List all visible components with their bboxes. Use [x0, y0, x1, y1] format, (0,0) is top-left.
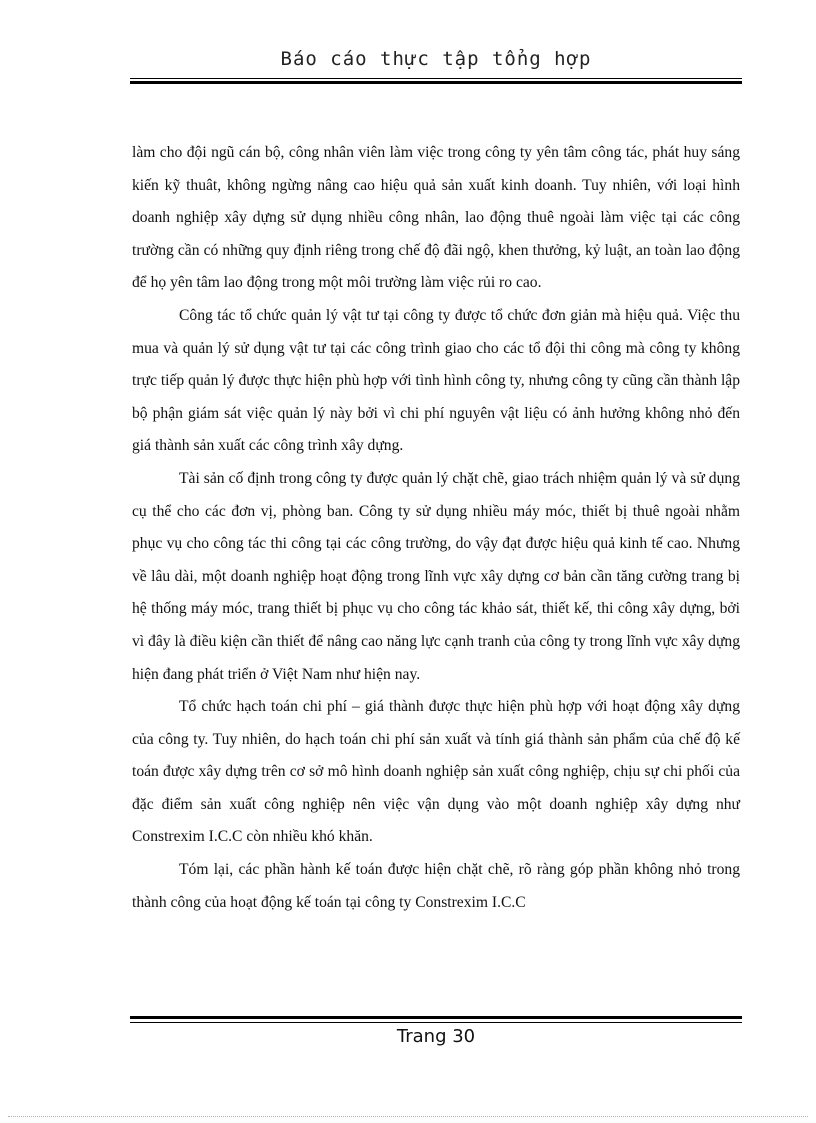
- paragraph-fixed-assets: Tài sản cố định trong công ty được quản lý chặt chẽ, giao trách nhiệm quản lý và sử dụng cụ thể cho các đơn vị, phòng ban. Công ty sử dụng nhiều máy móc, thiết bị thuê ngoài nhằm phục vụ cho công tác thi công tại các công trường, do vậy đạt được hiệu quả kinh tế cao. Nhưng về lâu dài, một doanh nghiệp hoạt động trong lĩnh vực xây dựng cơ bản cần tăng cường trang bị hệ thống máy móc, trang thiết bị phục vụ cho công tác khảo sát, thiết kế, thi công xây dựng, bởi vì đây là điều kiện cần thiết để nâng cao năng lực cạnh tranh của công ty trong lĩnh vực xây dựng hiện đang phát triển ở Việt Nam như hiện nay.: [132, 469, 740, 683]
- paragraph-summary: Tóm lại, các phần hành kế toán được hiện chặt chẽ, rõ ràng góp phần không nhỏ trong thành công của hoạt động kế toán tại công ty Constrexim I.C.C: [132, 861, 740, 911]
- footer-double-rule: [130, 1016, 742, 1023]
- page-header-title: Báo cáo thực tập tổng hợp: [280, 48, 592, 70]
- page-edge-dotted-line: [8, 1116, 808, 1117]
- document-body: [132, 137, 740, 919]
- paragraph-continuation: làm cho đội ngũ cán bộ, công nhân viên làm việc trong công ty yên tâm công tác, phát huy sáng kiến kỹ thuât, không ngừng nâng cao hiệu quả sản xuất kinh doanh. Tuy nhiên, với loại hình doanh nghiệp xây dựng sử dụng nhiều công nhân, lao động thuê ngoài làm việc tại các công trường cần có những quy định riêng trong chế độ đãi ngộ, khen thưởng, kỷ luật, an toàn lao động để họ yên tâm lao động trong một môi trường làm việc rủi ro cao.: [132, 144, 740, 292]
- header-double-rule: [130, 78, 742, 84]
- paragraph-cost-accounting: Tổ chức hạch toán chi phí – giá thành được thực hiện phù hợp với hoạt động xây dựng của công ty. Tuy nhiên, do hạch toán chi phí sản xuất và tính giá thành sản phẩm của chế độ kế toán được xây dựng trên cơ sở mô hình doanh nghiệp sản xuất công nghiệp, chịu sự chi phối của đặc điểm sản xuất công nghiệp nên việc vận dụng vào một doanh nghiệp xây dựng như Constrexim I.C.C còn nhiều khó khăn.: [132, 698, 740, 846]
- page-number: Trang 30: [396, 1026, 476, 1047]
- paragraph-materials-management: Công tác tổ chức quản lý vật tư tại công ty được tổ chức đơn giản mà hiệu quả. Việc thu mua và quản lý sử dụng vật tư tại các công trình giao cho các tổ đội thi công mà công ty không trực tiếp quản lý được thực hiện phù hợp với tình hình công ty, nhưng công ty cũng cần thành lập bộ phận giám sát việc quản lý này bởi vì chi phí nguyên vật liệu có ảnh hưởng không nhỏ đến giá thành sản xuất các công trình xây dựng.: [132, 306, 740, 455]
